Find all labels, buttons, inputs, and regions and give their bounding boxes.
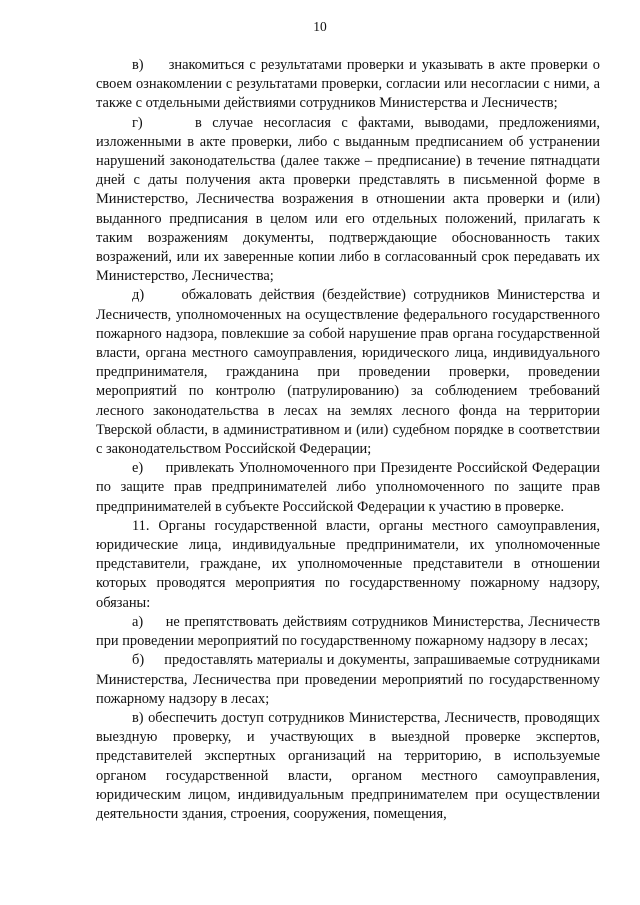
paragraph-d-appeal: д) обжаловать действия (бездействие) сотрудников Министерства и Лесничеств, уполномоченных на осуществление федерального государственного пожарного надзора, повлекшие за собой нарушение прав органа государственной власти, органа местного самоуправления, юридического лица, индивидуального предпринимателя, гражданина при проведении проверки, проведении мероприятий по контролю (патрулированию) за соблюдением требований лесного законодательства в лесах на землях лесного фонда на территории Тверской области, в административном и (или) судебном порядке в соответствии с законодательством Российской Федерации; bbox=[96, 287, 600, 458]
document-body bbox=[96, 56, 600, 824]
paragraph-a-no-obstruction: а) не препятствовать действиям сотрудников Министерства, Лесничеств при проведении мероприятий по государственному пожарному надзору в лесах; bbox=[96, 613, 600, 650]
paragraph-b-provide-materials: б) предоставлять материалы и документы, запрашиваемые сотрудниками Министерства, Лесничества при проведении мероприятий по государственному пожарному надзору в лесах; bbox=[96, 652, 600, 707]
page-number: 10 bbox=[313, 19, 327, 34]
paragraph-g-objections: г) в случае несогласия с фактами, выводами, предложениями, изложенными в акте проверки, либо с выданным предписанием об устранении нарушений законодательства (далее также – предписание) в течение пятнадцати дней с даты получения акта проверки представлять в письменной форме в Министерство, Лесничества возражения в отношении акта проверки и (или) выданного предписания в целом или его отдельных положений, прилагать к таким возражениям документы, подтверждающие обоснованность таких возражений, или их заверенные копии либо в согласованный срок передавать их Министерство, Лесничества; bbox=[96, 114, 600, 285]
paragraph-11-obligations: 11. Органы государственной власти, органы местного самоуправления, юридические лица, индивидуальные предприниматели, их уполномоченные представители, граждане, их уполномоченные представители в отношении которых проводятся мероприятия по государственному пожарному надзору, обязаны: bbox=[96, 517, 600, 611]
paragraph-v-acquaint-results: в) знакомиться с результатами проверки и указывать в акте проверки о своем ознакомлении с результатами проверки, согласии или несогласии с ними, а также с отдельными действиями сотрудников Министерства и Лесничеств; bbox=[96, 57, 600, 112]
paragraph-e-ombudsman: е) привлекать Уполномоченного при Президенте Российской Федерации по защите прав предпринимателей либо уполномоченного по защите прав предпринимателей в субъекте Российской Федерации к участию в проверке. bbox=[96, 460, 600, 515]
paragraph-v-provide-access: в) обеспечить доступ сотрудников Министерства, Лесничеств, проводящих выездную проверку, и участвующих в выездной проверке экспертов, представителей экспертных организаций на территорию, в используемые органом государственной власти, органом местного самоуправления, юридическим лицом, индивидуальным предпринимателем при осуществлении деятельности здания, строения, сооружения, помещения, bbox=[96, 709, 600, 822]
